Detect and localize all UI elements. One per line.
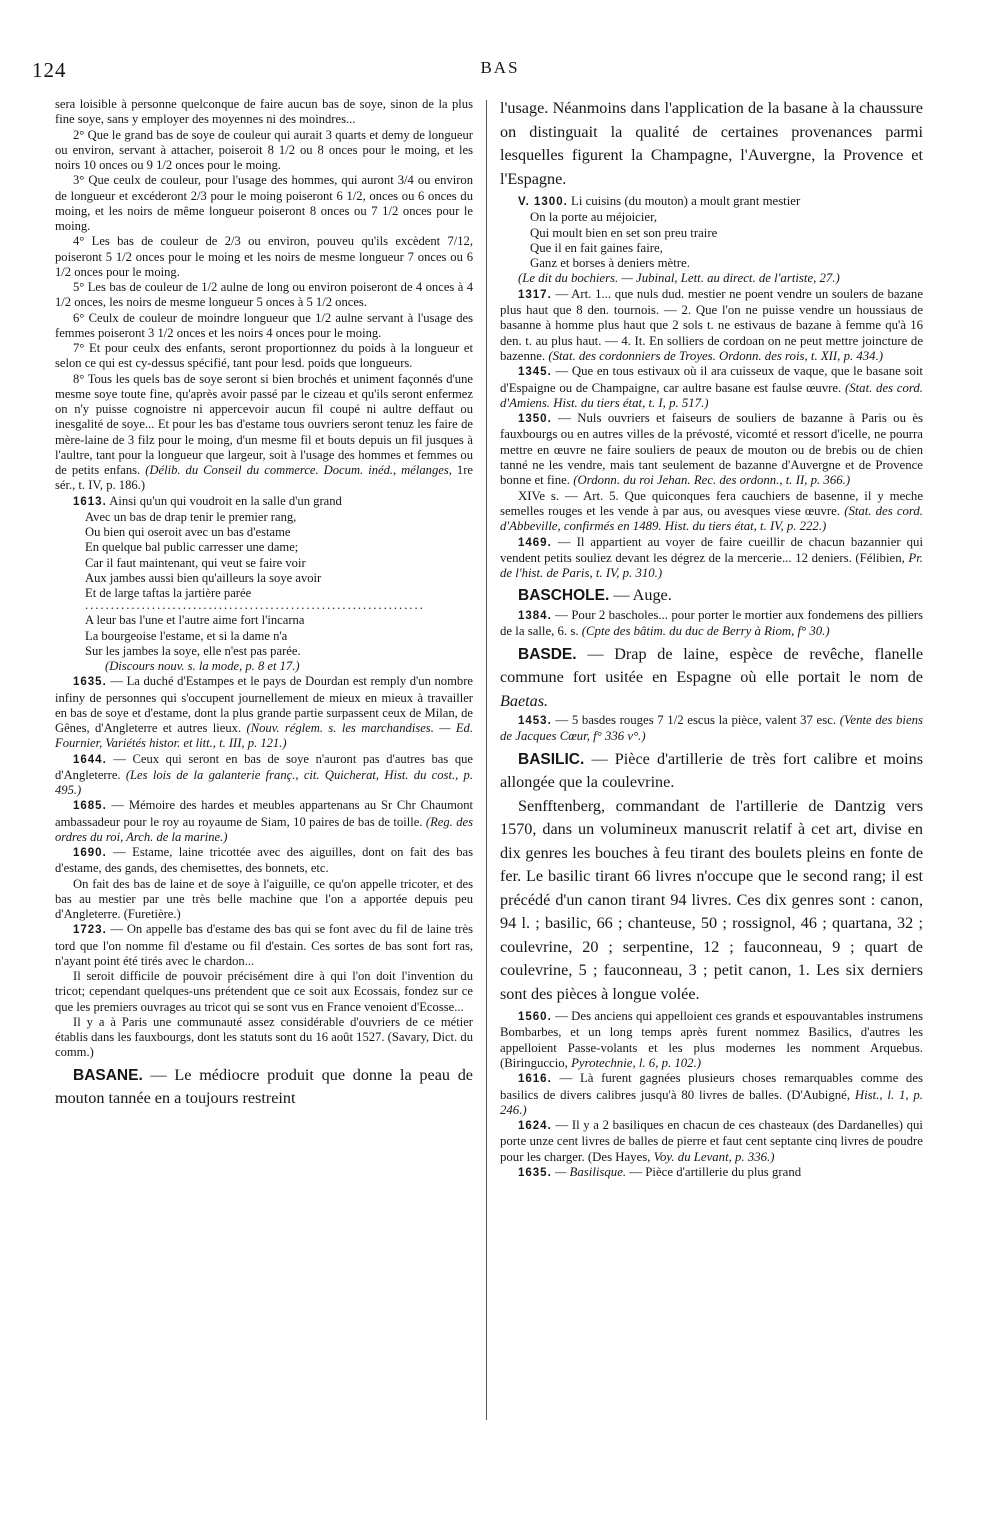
foreign-word: Baetas. xyxy=(500,691,549,710)
entry xyxy=(55,922,473,969)
entry-text: — Des anciens qui appelloient ces grands et espouvantables instrumens Bombarbes, et un long temps après furent nommez Basilics, d'autres les appelloient Passe-volants et les plus modernes les nomment Arquebus. (Biringuccio, xyxy=(500,1009,923,1070)
paragraph: On fait des bas de laine et de soye à l'aiguille, ce qu'on appelle tricoter, et des bas au mestier par une très belle machine que l'on a apportée depuis peu d'Angleterre. (Furetière.) xyxy=(55,876,473,921)
running-head-title: BAS xyxy=(480,58,520,77)
entry-text: — Estame, laine tricottée avec des aiguilles, dont on fait des bas d'estame, des gands, des chemisettes, des bonnets, etc. xyxy=(55,845,473,876)
citation xyxy=(500,271,923,286)
entry-date: 1624. xyxy=(518,1120,552,1133)
paragraph: Senfftenberg, commandant de l'artillerie de Dantzig vers 1570, dans un volumineux manuscrit relatif à cet art, divise en dix genres les bouches à feu tirant des boulets pleins en fonte de fer. Le basilic tirant 66 livres n'occupe que le second rang; il est précédé d'un canon tirant 94 livres. Ces dix genres sont : canon, 94 l. ; basilic, 66 ; chanteuse, 50 ; rossignol, 46 ; quartana, 32 ; coulevrine, 20 ; serpentine, 12 ; fauconneau, 9 ; quart de coulevrine, 5 ; fauconneau, 3 ; petit canon, 1. Les six derniers sont des pièces à longue volée. xyxy=(500,796,923,1003)
entry-text: — 5 basdes rouges 7 1/2 escus la pièce, valent 37 esc. xyxy=(555,713,837,728)
headword-entry-basilic xyxy=(500,748,923,795)
entry xyxy=(500,713,923,745)
entry-date: 1469. xyxy=(518,536,552,549)
citation-text: (Le dit du bochiers. — Jubinal, Lett. au direct. de l'artiste, 27.) xyxy=(518,271,840,286)
entry-date: 1384. xyxy=(518,609,552,622)
entry-date: 1723. xyxy=(73,924,107,937)
entry-date: XIVe s. xyxy=(518,488,560,503)
citation: (Ordonn. du roi Jehan. Rec. des ordonn., t. II, p. 366.) xyxy=(573,473,851,488)
paragraph: 4° Les bas de couleur de 2/3 ou environ, pouveu qu'ils excèdent 7/12, poiseront 5 1/2 onces pour le moing et les noirs de mesme longueur 7 onces ou 6 1/2 onces pour le moing. xyxy=(55,234,473,279)
headword: BASANE. xyxy=(73,1066,143,1084)
entry xyxy=(500,1165,923,1181)
entry-text: — Nuls ouvriers et faiseurs de souliers de bazanne à Paris ou ès fauxbourgs ou en autres villes de la prévosté, vicomté et ressort d'icelle, ne pourra mettre en œuvre ne faire souliers de peaux de mouton ou de brebis ou de chien tanné ne les vendre, mais tant seulement de bazanne d'Auvergne et de Provence bonne et fine. xyxy=(500,411,923,488)
entry-date: 1317. xyxy=(518,288,552,301)
citation: Pyrotechnie, l. 6, p. 102.) xyxy=(571,1056,702,1070)
verse-line: Que il en fait gaines faire, xyxy=(530,240,663,255)
entry xyxy=(500,287,923,364)
entry-text: — Ceux qui seront en bas de soye n'auront pas d'autres bas que d'Angleterre. xyxy=(55,751,473,782)
verse-line: Avec un bas de drap tenir le premier rang, xyxy=(85,509,297,524)
citation: (Reg. des ordres du roi, Arch. de la marine.) xyxy=(55,814,473,844)
entry xyxy=(500,1071,923,1118)
paragraph-text: 8° Tous les quels bas de soye seront si bien brochés et uniment façonnés d'une mesme soye toute fine, qu'après avoir passé par le cizeau et qu'ils seront enfermez on n'y puisse cognoistre ni appercevoir aucun fil coupé ni aultre deffaut ou inesgalité de soye... Et pour les bas d'estame tous ouvriers seront tenuz les faire de mère-laine de 3 filz pour le moing, d'un mesme fil et bouts depuis un fil jusques à l'aultre, tant pour la longueur que largeur, soit à l'usage des hommes et femmes ou de petits enfans. xyxy=(55,371,473,477)
headword-definition: — Auge. xyxy=(613,586,672,605)
verse-line: Qui moult bien en set son preu traire xyxy=(530,225,718,240)
left-column xyxy=(55,97,473,1452)
citation: (Nouv. réglem. s. les marchandises. — Ed. Fournier, Variétés histor. et litt., t. III, p. 121.) xyxy=(55,721,473,751)
paragraph: Il y a à Paris une communauté assez considérable d'ouvriers de ce métier établis dans les fauxbourgs, dont les statuts sont du 16 août 1527. (Savary, Dict. du comm.) xyxy=(55,1014,473,1060)
paragraph: sera loisible à personne quelconque de faire aucun bas de soye, sinon de la plus fine soye, sans y employer des moyennes ni des moindres... xyxy=(55,97,473,127)
headword-definition-continued: l'usage. Néanmoins dans l'application de la basane à la chaussure on distinguait la qualité de certaines provenances parmi lesquelles figurent la Champagne, l'Auvergne, la Provence et l'Espagne. xyxy=(500,99,923,188)
verse-line: Ganz et borses à deniers mètre. xyxy=(530,256,690,271)
entry xyxy=(500,489,923,535)
citation-text: (Discours nouv. s. la mode, p. 8 et 17.) xyxy=(105,659,300,673)
citation: (Délib. du Conseil du commerce. Docum. inéd., mélanges, xyxy=(145,463,452,477)
entry-text: — Il y a 2 basiliques en chacun de ces chasteaux (des Dardanelles) qui porte unze cent livres de balles de pierre et faut cent septante cinq livres de poudre pour les charger. (Des Hayes, xyxy=(500,1118,923,1164)
paragraph: 6° Ceulx de couleur de moindre longueur que 1/2 aulne servant à l'usage des femmes poiseront 3 1/2 onces et les noirs 4 onces pour le moing. xyxy=(55,310,473,340)
entry-word: — Basilisque. xyxy=(554,1165,627,1180)
verse-line: En quelque bal public carresser une dame; xyxy=(85,540,299,555)
headword-entry-baschole xyxy=(500,584,923,608)
citation: (Stat. des cord. d'Abbeville, confirmés en 1489. Hist. du tiers état, t. IV, p. 222.) xyxy=(500,503,923,534)
entry-date: 1685. xyxy=(73,800,107,813)
page-number: 124 xyxy=(32,58,67,82)
verse-line: Aux jambes aussi bien qu'ailleurs la soye avoir xyxy=(85,570,322,585)
headword-definition: — Drap de laine, espèce de revêche, flanelle commune fort usitée en Espagne où elle portait le nom de xyxy=(500,644,923,687)
entry-date: 1635. xyxy=(73,676,107,689)
entry-text: — Art. 1... que nuls dud. mestier ne poent vendre un soulers de bazane plus haut que 8 den. tournois. — 2. Que l'on ne puisse vendre un houssiaus de basanne à homme plus haut que 2 sols t. ne estivaus de bazane à femme qu'à 16 den. t. au plus haut. — 4. It. En solliers de cordoan on ne peut mettre joincture de bazenne. xyxy=(500,286,923,363)
citation-ref: 1re sér., t. IV, p. 186.) xyxy=(55,463,473,493)
paragraph xyxy=(55,372,473,494)
paragraph: Il seroit difficile de pouvoir précisément dire à qui l'on doit l'invention du tricot; cependant quelques-uns prétendent que ce soit aux Ecossais, fondez sur ce que les premiers ouvrages au tricot qui se sont vus en France venoient d'Ecosse... xyxy=(55,969,473,1014)
entry-date: 1616. xyxy=(518,1073,552,1086)
citation: (Stat. des cordonniers de Troyes. Ordonn. des rois, t. XII, p. 434.) xyxy=(548,348,884,363)
headword-entry-basde xyxy=(500,643,923,714)
running-head xyxy=(0,58,1000,82)
entry xyxy=(55,845,473,877)
verse-line: Et de large taftas la jartière parée xyxy=(85,586,252,600)
entry-date: 1350. xyxy=(518,413,552,426)
entry xyxy=(500,364,923,411)
paragraph: 3° Que ceulx de couleur, pour l'usage des hommes, qui auront 3/4 ou environ de longueur et excéderont 2/3 pour le moing poiseront 6 1/2, onces ou 6 onces du moing, et les noirs de même longueur poiseront 8 onces ou 7 1/2 onces pour le moing. xyxy=(55,173,473,233)
headword-entry-basane xyxy=(55,1064,473,1111)
headword-definition: — Pièce d'artillerie de très fort calibre et moins allongée que la coulevrine. xyxy=(500,749,923,792)
entry-date: 1690. xyxy=(73,847,107,859)
paragraph: 2° Que le grand bas de soye de couleur qui aurait 3 quarts et demy de longueur ou environ, servant à attacher, poiseroit 8 1/2 ou 8 onces pour le moing, et les noirs 10 onces ou 9 1/2 onces pour le moing. xyxy=(55,127,473,172)
entry xyxy=(500,1118,923,1165)
ellipsis-line: .................................................................. xyxy=(85,601,425,613)
citation: (Stat. des cord. d'Amiens. Hist. du tiers état, t. I, p. 517.) xyxy=(500,380,923,410)
entry xyxy=(55,674,473,751)
entry xyxy=(500,411,923,488)
paragraph: 7° Et pour ceulx des enfants, seront proportionnez du poids à la longueur et selon ce qui est cy-dessus spécifié, tant pour lesd. poids que longueurs. xyxy=(55,341,473,371)
entry-date: 1345. xyxy=(518,366,552,379)
citation: Hist., l. 1, p. 246.) xyxy=(500,1087,923,1117)
entry-text: — Que en tous estivaux où il ara cuisseux de vaque, que le basane soit d'Espaigne ou de Champaigne, car aultre basane est faulse œuvre. xyxy=(500,364,923,395)
entry xyxy=(55,752,473,799)
verse-line: Sur les jambes la soye, elle n'est pas parée. xyxy=(85,643,301,658)
entry-text: — On appelle bas d'estame des bas qui se font avec du fil de laine très tord que l'on nomme fil d'estame ou fil d'estain. Ces sortes de bas sont fort ras, n'ayant point été tirés avec le chardon... xyxy=(55,922,473,968)
headword: BASCHOLE. xyxy=(518,587,610,605)
headword: BASILIC. xyxy=(518,750,585,768)
verse-line: A leur bas l'une et l'autre aime fort l'incarna xyxy=(85,613,305,628)
verse-line: La bourgeoise l'estame, et si la dame n'a xyxy=(85,628,288,643)
right-column xyxy=(500,97,923,1437)
citation: (Les lois de la galanterie franç., cit. Quicherat, Hist. du cost., p. 495.) xyxy=(55,767,473,797)
verse-line: Ainsi qu'un qui voudroit en la salle d'un grand xyxy=(109,493,342,508)
citation: (Cpte des bâtim. du duc de Berry à Riom, f° 30.) xyxy=(581,624,830,639)
citation: Voy. du Levant, p. 336.) xyxy=(653,1149,775,1164)
citation: Pr. de l'hist. de Paris, t. IV, p. 310.) xyxy=(500,550,923,581)
entry xyxy=(500,608,923,640)
entry-text: — Pièce d'artillerie du plus grand xyxy=(629,1165,802,1180)
column-divider xyxy=(486,100,487,1420)
verse-entry xyxy=(55,494,473,510)
verse-line: On la porte au méjoicier, xyxy=(530,210,658,225)
entry-text: — Art. 5. Que quiconques fera cauchiers de basenne, il y meche semelles rouges et les vende à par aus, ou avesques viese œuvre. xyxy=(500,488,923,518)
headword-definition: — Le médiocre produit que donne la peau de mouton tannée en a toujours restreint xyxy=(55,1065,473,1107)
entry-text: — Pour 2 bascholes... pour porter le mortier aux fondemens des pilliers de la salle, 6. s. xyxy=(500,607,923,639)
entry-date: 1453. xyxy=(518,715,552,728)
entry-text: — La duché d'Estampes et le pays de Dourdan est remply d'un nombre infiny de personnes qui s'occupent journellement de mieux en mieux à travailler en bas de soye et d'estame, dont la plus grande partie surpassent ceux de Milan, de Gênes, d'Angleterre et autres lieux. xyxy=(55,674,473,735)
entry xyxy=(500,535,923,582)
citation xyxy=(105,659,473,674)
verse-line: Ou bien qui oseroit avec un bas d'estame xyxy=(85,525,291,539)
entry-date: 1560. xyxy=(518,1011,552,1024)
citation: (Vente des biens de Jacques Cœur, f° 336 v°.) xyxy=(500,713,923,744)
entry xyxy=(55,798,473,845)
entry-text: — Il appartient au voyer de faire cueillir de chacun bazannier qui vendent petits souliez devant les dégrez de la mercerie... 12 deniers. (Félibien, xyxy=(500,534,923,565)
entry-date: V. 1300. xyxy=(518,196,568,208)
entry xyxy=(500,1009,923,1071)
verse-line: Car il faut maintenant, qui veut se faire voir xyxy=(85,555,306,570)
paragraph: 5° Les bas de couleur de 1/2 aulne de long ou environ poiseront de 4 onces à 4 1/2 onces, les noirs de mesme longueur 5 onces à 5 1/2 onces. xyxy=(55,280,473,310)
verse-entry xyxy=(500,194,923,210)
entry-text: — Là furent gagnées plusieurs choses remarquables comme des basilics de divers calibres jusqu'à 80 livres de balles. (D'Aubigné, xyxy=(500,1071,923,1102)
entry-date: 1644. xyxy=(73,753,107,766)
headword: BASDE. xyxy=(518,645,577,663)
entry-text: — Mémoire des hardes et meubles appartenans au Sr Chr Chaumont ambassadeur pour le roy au royaume de Siam, 10 paires de bas de toille. xyxy=(55,798,473,829)
entry-date: 1635. xyxy=(518,1167,552,1180)
verse-line: Li cuisins (du mouton) a moult grant mestier xyxy=(571,194,801,208)
entry-date: 1613. xyxy=(73,495,107,508)
